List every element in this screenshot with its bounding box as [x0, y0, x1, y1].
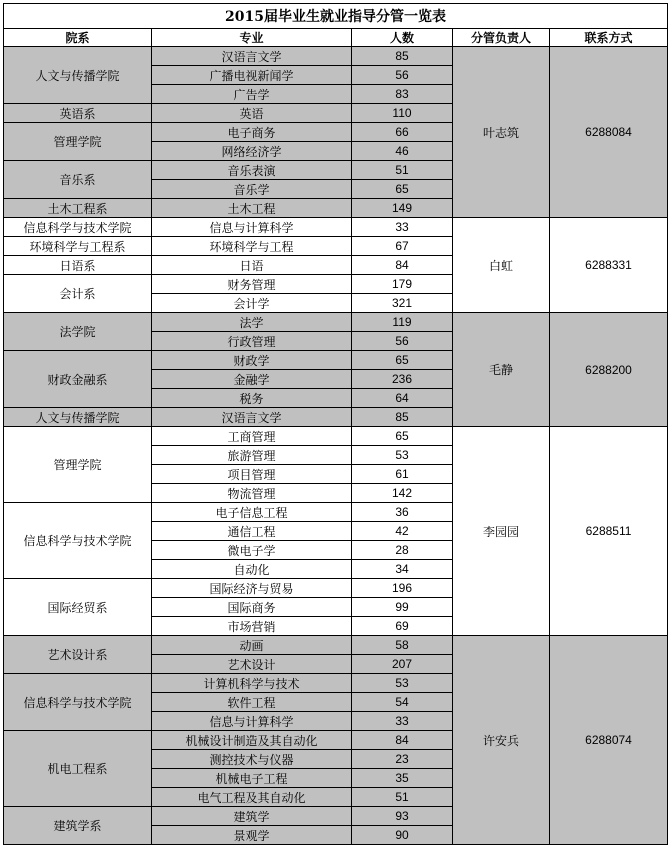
major-cell: 财政学	[152, 351, 352, 370]
major-cell: 网络经济学	[152, 142, 352, 161]
count-cell: 67	[352, 237, 453, 256]
major-cell: 电子商务	[152, 123, 352, 142]
department-cell: 日语系	[4, 256, 152, 275]
count-cell: 65	[352, 180, 453, 199]
count-cell: 56	[352, 332, 453, 351]
department-cell: 英语系	[4, 104, 152, 123]
count-cell: 58	[352, 636, 453, 655]
count-cell: 236	[352, 370, 453, 389]
department-cell: 机电工程系	[4, 731, 152, 807]
person-in-charge-cell: 白虹	[453, 218, 550, 313]
count-cell: 53	[352, 674, 453, 693]
major-cell: 电气工程及其自动化	[152, 788, 352, 807]
major-cell: 旅游管理	[152, 446, 352, 465]
count-cell: 83	[352, 85, 453, 104]
count-cell: 56	[352, 66, 453, 85]
count-cell: 42	[352, 522, 453, 541]
count-cell: 179	[352, 275, 453, 294]
header-contact: 联系方式	[550, 29, 668, 47]
major-cell: 工商管理	[152, 427, 352, 446]
person-in-charge-cell: 叶志筑	[453, 47, 550, 218]
major-cell: 测控技术与仪器	[152, 750, 352, 769]
major-cell: 音乐表演	[152, 161, 352, 180]
contact-phone-cell: 6288511	[550, 427, 668, 636]
table-row	[4, 47, 668, 66]
department-cell: 法学院	[4, 313, 152, 351]
major-cell: 音乐学	[152, 180, 352, 199]
department-cell: 财政金融系	[4, 351, 152, 408]
table-row	[4, 427, 668, 446]
contact-phone-cell: 6288200	[550, 313, 668, 427]
count-cell: 69	[352, 617, 453, 636]
major-cell: 国际经济与贸易	[152, 579, 352, 598]
count-cell: 35	[352, 769, 453, 788]
header-department: 院系	[4, 29, 152, 47]
major-cell: 行政管理	[152, 332, 352, 351]
major-cell: 广播电视新闻学	[152, 66, 352, 85]
department-cell: 信息科学与技术学院	[4, 503, 152, 579]
person-in-charge-cell: 李园园	[453, 427, 550, 636]
header-major: 专业	[152, 29, 352, 47]
department-cell: 环境科学与工程系	[4, 237, 152, 256]
department-cell: 管理学院	[4, 427, 152, 503]
count-cell: 61	[352, 465, 453, 484]
count-cell: 84	[352, 256, 453, 275]
count-cell: 53	[352, 446, 453, 465]
count-cell: 34	[352, 560, 453, 579]
major-cell: 景观学	[152, 826, 352, 845]
department-cell: 管理学院	[4, 123, 152, 161]
table-title: 2015届毕业生就业指导分管一览表	[4, 4, 668, 29]
table-body	[4, 47, 668, 845]
count-cell: 65	[352, 351, 453, 370]
major-cell: 财务管理	[152, 275, 352, 294]
major-cell: 自动化	[152, 560, 352, 579]
count-cell: 196	[352, 579, 453, 598]
count-cell: 110	[352, 104, 453, 123]
major-cell: 通信工程	[152, 522, 352, 541]
major-cell: 信息与计算科学	[152, 218, 352, 237]
department-cell: 会计系	[4, 275, 152, 313]
count-cell: 207	[352, 655, 453, 674]
count-cell: 99	[352, 598, 453, 617]
department-cell: 信息科学与技术学院	[4, 674, 152, 731]
count-cell: 54	[352, 693, 453, 712]
contact-phone-cell: 6288331	[550, 218, 668, 313]
major-cell: 市场营销	[152, 617, 352, 636]
count-cell: 51	[352, 161, 453, 180]
contact-phone-cell: 6288074	[550, 636, 668, 845]
count-cell: 66	[352, 123, 453, 142]
count-cell: 51	[352, 788, 453, 807]
major-cell: 会计学	[152, 294, 352, 313]
person-in-charge-cell: 毛静	[453, 313, 550, 427]
major-cell: 建筑学	[152, 807, 352, 826]
person-in-charge-cell: 许安兵	[453, 636, 550, 845]
count-cell: 142	[352, 484, 453, 503]
major-cell: 软件工程	[152, 693, 352, 712]
major-cell: 金融学	[152, 370, 352, 389]
major-cell: 广告学	[152, 85, 352, 104]
contact-phone-cell: 6288084	[550, 47, 668, 218]
table-row	[4, 636, 668, 655]
major-cell: 电子信息工程	[152, 503, 352, 522]
major-cell: 物流管理	[152, 484, 352, 503]
count-cell: 84	[352, 731, 453, 750]
department-cell: 音乐系	[4, 161, 152, 199]
major-cell: 机械电子工程	[152, 769, 352, 788]
count-cell: 64	[352, 389, 453, 408]
count-cell: 149	[352, 199, 453, 218]
assignment-table	[3, 3, 668, 845]
count-cell: 23	[352, 750, 453, 769]
count-cell: 90	[352, 826, 453, 845]
department-cell: 艺术设计系	[4, 636, 152, 674]
department-cell: 人文与传播学院	[4, 408, 152, 427]
count-cell: 33	[352, 218, 453, 237]
major-cell: 汉语言文学	[152, 408, 352, 427]
major-cell: 信息与计算科学	[152, 712, 352, 731]
count-cell: 65	[352, 427, 453, 446]
major-cell: 项目管理	[152, 465, 352, 484]
spreadsheet	[3, 3, 667, 846]
department-cell: 建筑学系	[4, 807, 152, 845]
department-cell: 人文与传播学院	[4, 47, 152, 104]
department-cell: 土木工程系	[4, 199, 152, 218]
major-cell: 法学	[152, 313, 352, 332]
count-cell: 46	[352, 142, 453, 161]
header-person-in-charge: 分管负责人	[453, 29, 550, 47]
table-row	[4, 313, 668, 332]
count-cell: 119	[352, 313, 453, 332]
count-cell: 85	[352, 408, 453, 427]
count-cell: 93	[352, 807, 453, 826]
count-cell: 33	[352, 712, 453, 731]
count-cell: 28	[352, 541, 453, 560]
header-count: 人数	[352, 29, 453, 47]
major-cell: 汉语言文学	[152, 47, 352, 66]
major-cell: 土木工程	[152, 199, 352, 218]
department-cell: 国际经贸系	[4, 579, 152, 636]
major-cell: 税务	[152, 389, 352, 408]
count-cell: 321	[352, 294, 453, 313]
major-cell: 英语	[152, 104, 352, 123]
major-cell: 日语	[152, 256, 352, 275]
major-cell: 计算机科学与技术	[152, 674, 352, 693]
count-cell: 36	[352, 503, 453, 522]
major-cell: 艺术设计	[152, 655, 352, 674]
major-cell: 微电子学	[152, 541, 352, 560]
major-cell: 国际商务	[152, 598, 352, 617]
major-cell: 机械设计制造及其自动化	[152, 731, 352, 750]
major-cell: 环境科学与工程	[152, 237, 352, 256]
major-cell: 动画	[152, 636, 352, 655]
count-cell: 85	[352, 47, 453, 66]
department-cell: 信息科学与技术学院	[4, 218, 152, 237]
table-row	[4, 218, 668, 237]
